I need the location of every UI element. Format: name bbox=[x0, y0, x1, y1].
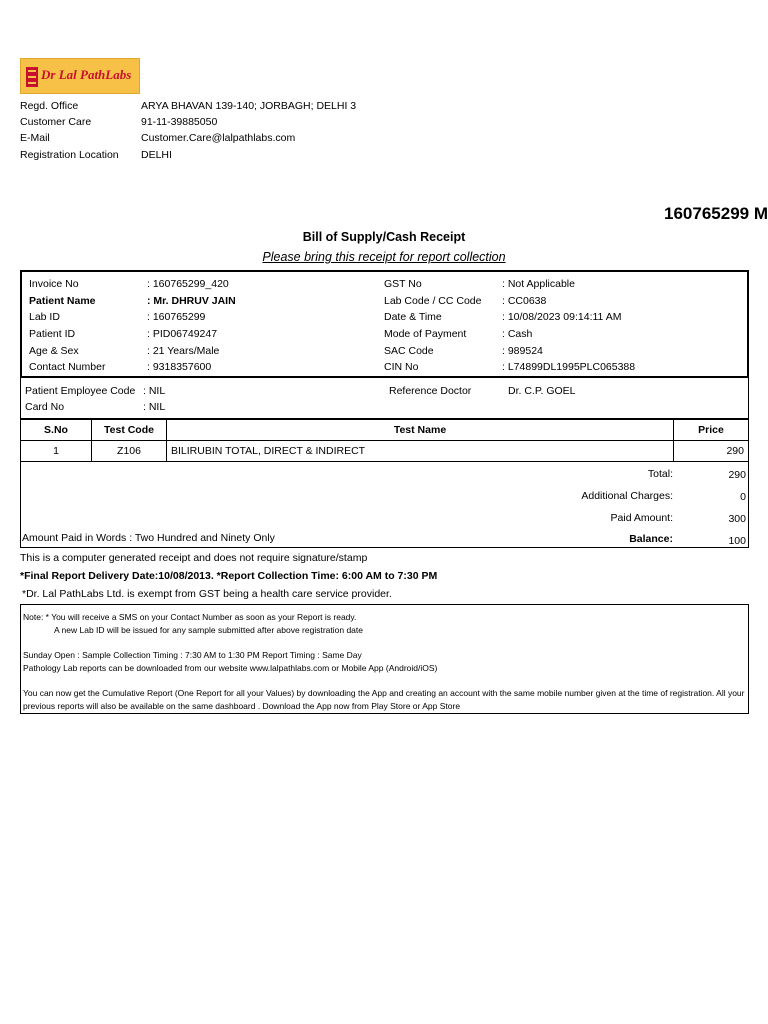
barcode-number: 160765299 M bbox=[664, 204, 768, 223]
bill-subtitle bbox=[0, 250, 768, 264]
balance-label: Balance: bbox=[629, 533, 673, 545]
gst-no-value: : Not Applicable bbox=[502, 278, 575, 290]
patient-id-label: Patient ID bbox=[29, 328, 76, 340]
lab-id-value: : 160765299 bbox=[147, 311, 206, 323]
invoice-no-label: Invoice No bbox=[29, 278, 79, 290]
additional-charges-value: 0 bbox=[740, 491, 746, 503]
sno-header: S.No bbox=[21, 420, 92, 441]
cin-no-label: CIN No bbox=[384, 361, 419, 373]
age-sex-label: Age & Sex bbox=[29, 345, 79, 357]
regd-office-label: Regd. Office bbox=[20, 100, 79, 112]
patient-name-label: Patient Name bbox=[29, 295, 96, 307]
company-logo bbox=[20, 58, 140, 94]
total-label: Total: bbox=[647, 468, 673, 480]
patient-name-value: : Mr. DHRUV JAIN bbox=[147, 295, 236, 307]
note-cumulative-report: You can now get the Cumulative Report (One Report for all your Values) by downloading the App and creating an account with the same mobile number given at the time of registration. All your previous reports will also be available on the same dashboard . Download the App now from Play Store or App Store bbox=[23, 688, 745, 711]
additional-charges-label: Additional Charges: bbox=[581, 490, 673, 502]
gst-no-label: GST No bbox=[384, 278, 422, 290]
test-price: 290 bbox=[674, 441, 749, 462]
employee-details-box bbox=[20, 377, 749, 419]
note-sms: Note: * You will receive a SMS on your Contact Number as soon as your Report is ready. bbox=[23, 612, 357, 622]
balance-value: 100 bbox=[728, 535, 746, 547]
sac-code-label: SAC Code bbox=[384, 345, 434, 357]
registration-location-value: DELHI bbox=[141, 149, 172, 161]
test-name: BILIRUBIN TOTAL, DIRECT & INDIRECT bbox=[167, 441, 674, 462]
age-sex-value: : 21 Years/Male bbox=[147, 345, 220, 357]
regd-office-value: ARYA BHAVAN 139-140; JORBAGH; DELHI 3 bbox=[141, 100, 357, 112]
note-download: Pathology Lab reports can be downloaded from our website www.lalpathlabs.com or Mobile App (Android/iOS) bbox=[23, 663, 438, 673]
paid-amount-value: 300 bbox=[728, 513, 746, 525]
logo-text: Dr Lal PathLabs bbox=[41, 67, 132, 82]
reference-doctor-value: Dr. C.P. GOEL bbox=[508, 385, 576, 397]
total-value: 290 bbox=[728, 469, 746, 481]
lab-id-label: Lab ID bbox=[29, 311, 60, 323]
note-new-lab-id: A new Lab ID will be issued for any sample submitted after above registration date bbox=[54, 625, 364, 635]
date-time-label: Date & Time bbox=[384, 311, 442, 323]
test-code-header: Test Code bbox=[92, 420, 167, 441]
invoice-no-value: : 160765299_420 bbox=[147, 278, 229, 290]
paid-amount-label: Paid Amount: bbox=[610, 512, 673, 524]
reference-doctor-label: Reference Doctor bbox=[389, 385, 472, 397]
lab-code-label: Lab Code / CC Code bbox=[384, 295, 482, 307]
test-code: Z106 bbox=[92, 441, 167, 462]
sac-code-value: : 989524 bbox=[502, 345, 543, 357]
test-sno: 1 bbox=[21, 441, 92, 462]
payment-mode-value: : Cash bbox=[502, 328, 533, 340]
bill-subtitle-text: Please bring this receipt for report collection bbox=[262, 250, 506, 264]
customer-care-label: Customer Care bbox=[20, 116, 92, 128]
amount-in-words: Amount Paid in Words : Two Hundred and Ninety Only bbox=[22, 532, 275, 544]
lab-logo-icon bbox=[26, 67, 38, 87]
date-time-value: : 10/08/2023 09:14:11 AM bbox=[502, 311, 622, 323]
price-header: Price bbox=[674, 420, 749, 441]
email-value: Customer.Care@lalpathlabs.com bbox=[141, 132, 296, 144]
employee-code-label: Patient Employee Code bbox=[25, 385, 136, 397]
computer-generated-note: This is a computer generated receipt and does not require signature/stamp bbox=[20, 552, 368, 564]
delivery-note: *Final Report Delivery Date:10/08/2013. *Report Collection Time: 6:00 AM to 7:30 PM bbox=[20, 570, 438, 582]
bill-title: Bill of Supply/Cash Receipt bbox=[302, 230, 466, 244]
gst-exempt-note: *Dr. Lal PathLabs Ltd. is exempt from GST being a health care service provider. bbox=[22, 588, 392, 600]
card-no-label: Card No bbox=[25, 401, 65, 413]
table-row bbox=[21, 441, 749, 462]
card-no-value: : NIL bbox=[143, 401, 166, 413]
payment-mode-label: Mode of Payment bbox=[384, 328, 467, 340]
test-name-header: Test Name bbox=[167, 420, 674, 441]
notes-box bbox=[20, 604, 749, 714]
employee-code-value: : NIL bbox=[143, 385, 166, 397]
table-header-row bbox=[21, 420, 749, 441]
contact-number-label: Contact Number bbox=[29, 361, 106, 373]
patient-id-value: : PID06749247 bbox=[147, 328, 218, 340]
customer-care-value: 91-11-39885050 bbox=[141, 116, 218, 128]
registration-location-label: Registration Location bbox=[20, 149, 119, 161]
lab-code-value: : CC0638 bbox=[502, 295, 547, 307]
contact-number-value: : 9318357600 bbox=[147, 361, 212, 373]
email-label: E-Mail bbox=[20, 132, 50, 144]
note-sunday: Sunday Open : Sample Collection Timing : 7:30 AM to 1:30 PM Report Timing : Same Day bbox=[23, 650, 362, 660]
tests-table bbox=[20, 419, 749, 462]
cin-no-value: : L74899DL1995PLC065388 bbox=[502, 361, 636, 373]
